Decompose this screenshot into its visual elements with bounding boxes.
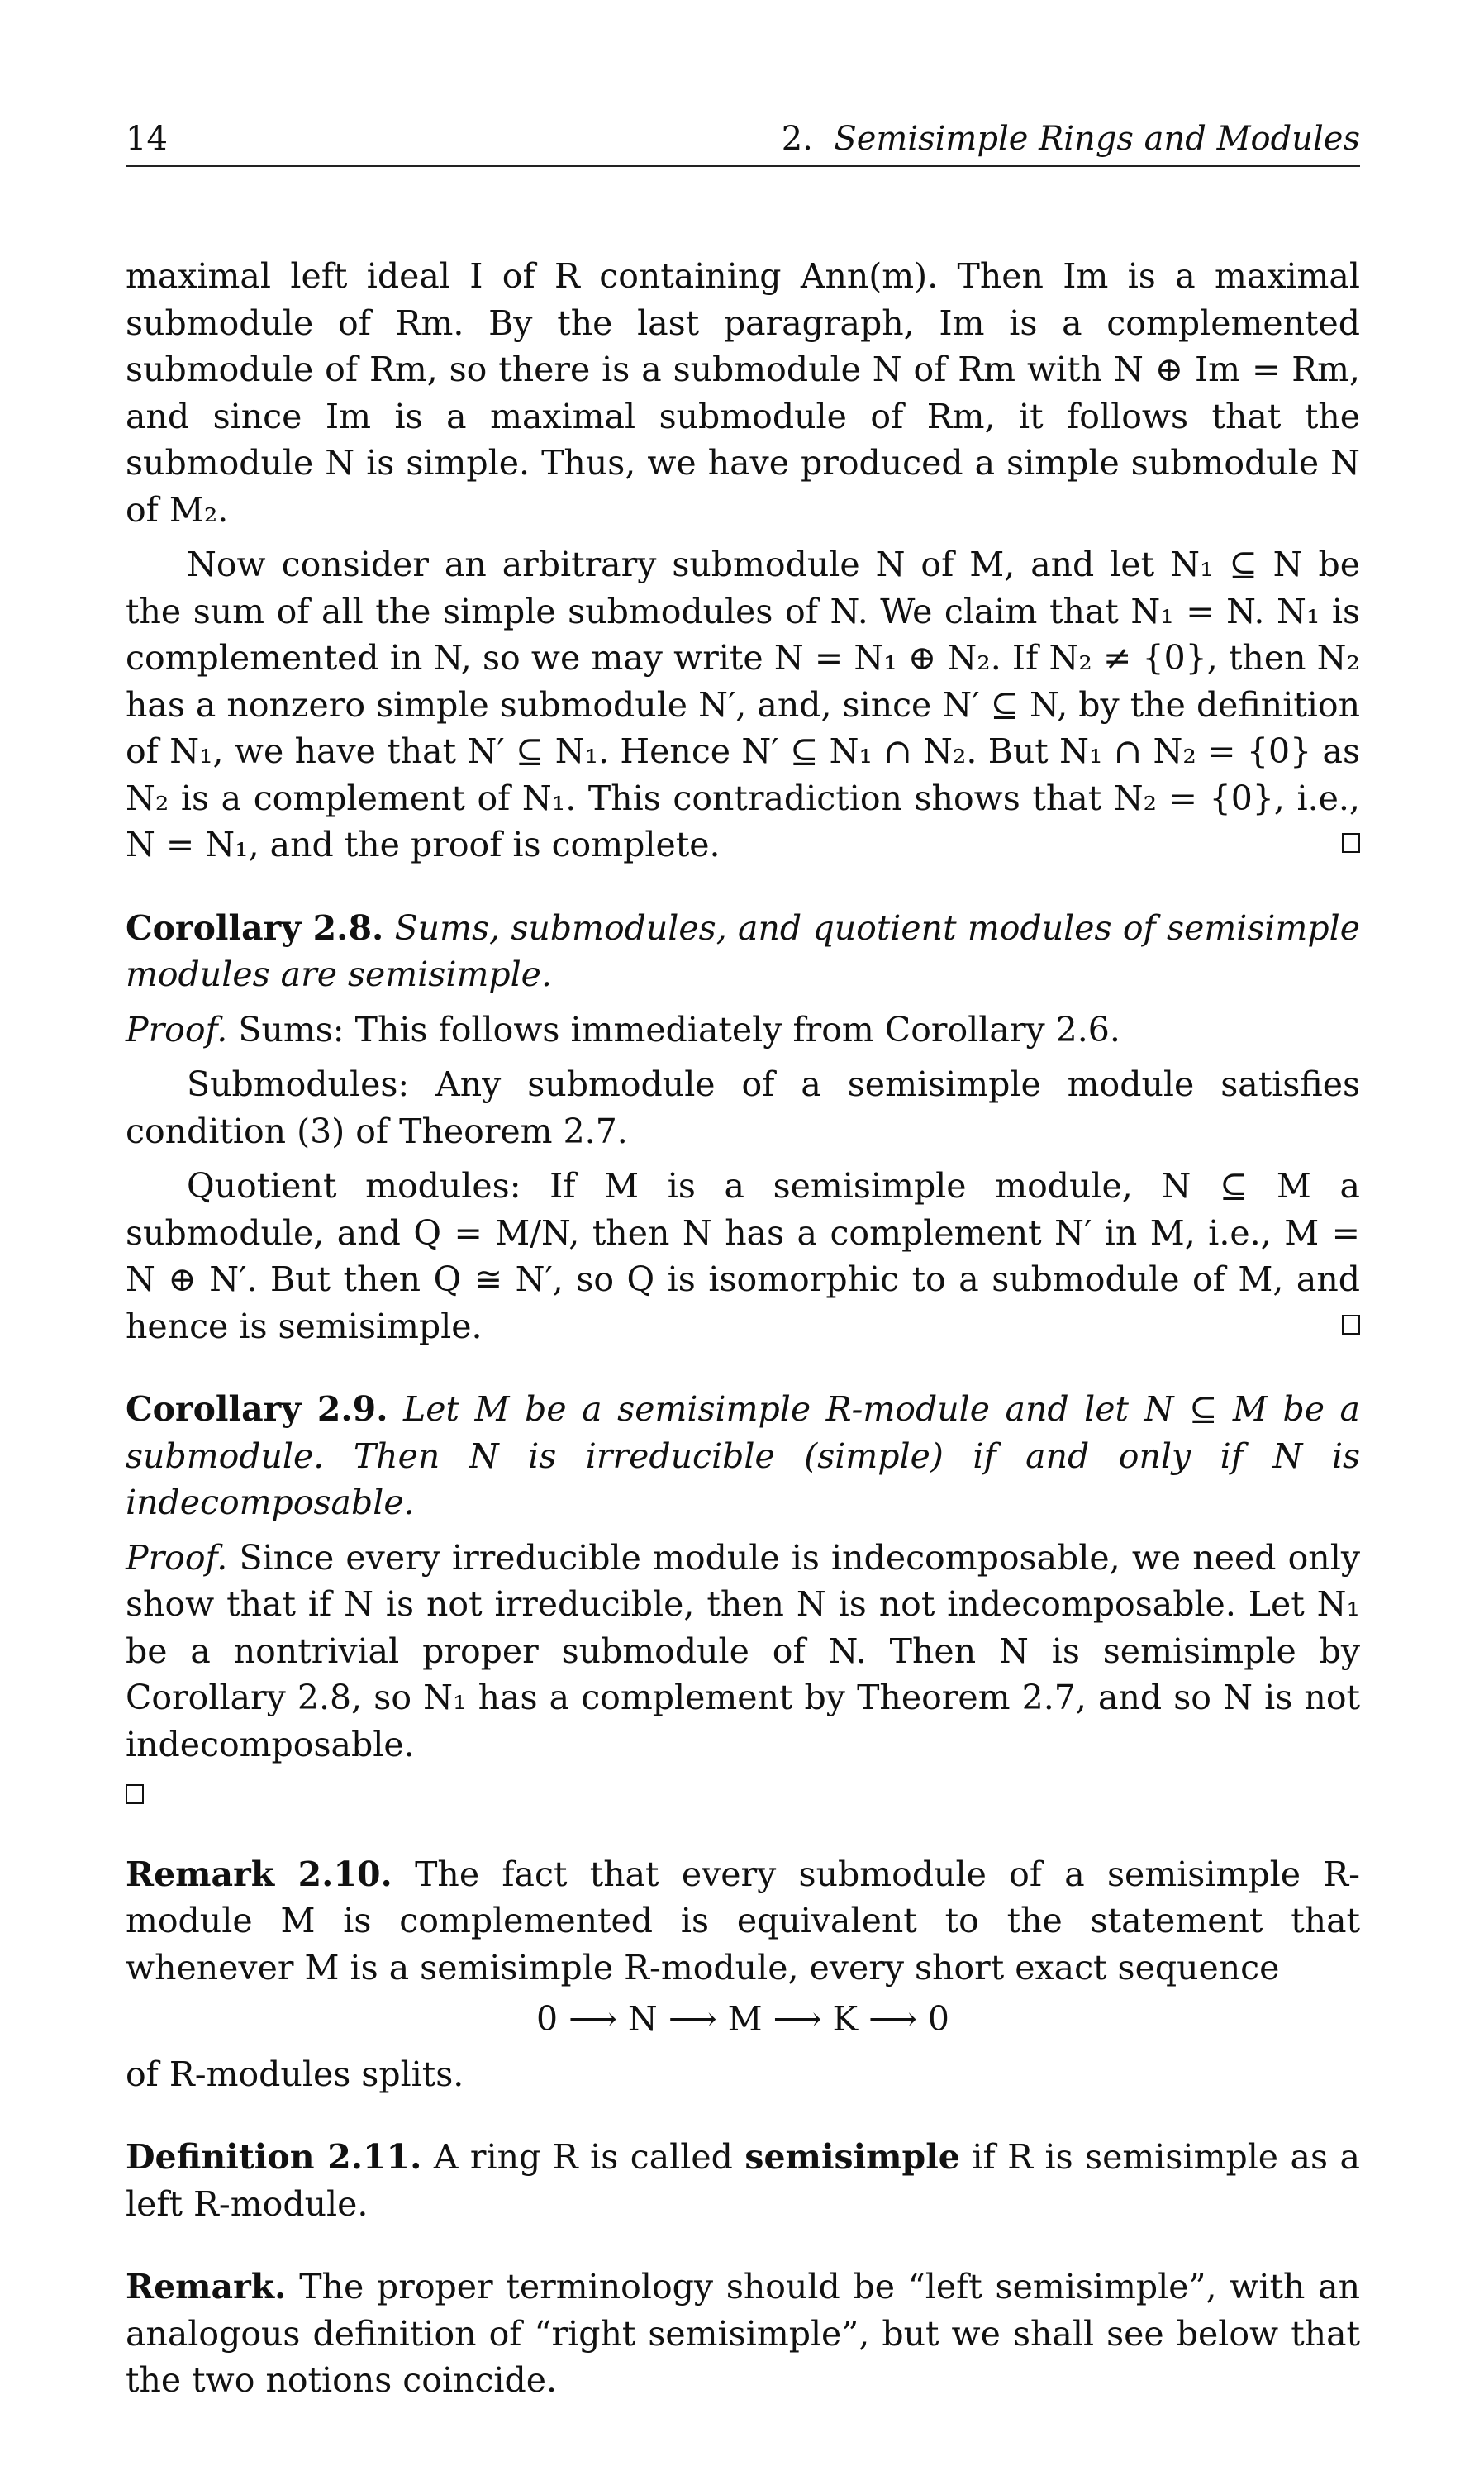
remark-text: The proper terminology should be “left semisimple”, with an analogous definition of “right semisimple”, but we shall see below that the two notions coincide. [126,2267,1360,2400]
chapter-title: Semisimple Rings and Modules [834,120,1360,158]
qed-icon [126,1784,144,1804]
proof-submodules: Submodules: Any submodule of a semisimple module satisfies condition (3) of Theorem 2.7. [126,1064,1360,1151]
corollary-statement: Sums, submodules, and quotient modules of semisimple modules are semisimple. [126,907,1360,994]
remark-terminology [126,2264,1360,2404]
definition-heading: Definition 2.11. [126,2137,422,2177]
qed-icon [1342,1315,1360,1335]
corollary-heading: Corollary 2.8. [126,907,384,948]
chapter-number: 2. [781,120,813,158]
qed-line [126,1768,1360,1815]
proof-sums [126,1007,1360,1054]
proof-2-9 [126,1535,1360,1769]
page-number: 14 [126,120,168,158]
running-header [126,116,1360,167]
corollary-statement: Let M be a semisimple R-module and let N ⊆ M be a submodule. Then N is irreducible (simple) if and only if N is indecomposable. [126,1389,1360,1522]
remark-continuation: of R-modules splits. [126,2054,464,2094]
remark-heading: Remark 2.10. [126,1854,392,1894]
proof-text: Quotient modules: If M is a semisimple module, N ⊆ M a submodule, and Q = M/N, then N has a complement N′ in M, i.e., M = N ⊕ N′. But then Q ≅ N′, so Q is isomorphic to a submodule of M, and hence is semisimple. [126,1166,1360,1346]
proof-label: Proof. [126,1537,228,1578]
definition-text-before: A ring R is called [433,2137,733,2177]
remark-2-10 [126,1851,1360,1992]
page-body [126,253,1360,2404]
paragraph-text: Now consider an arbitrary submodule N of M, and let N₁ ⊆ N be the sum of all the simple submodules of N. We claim that N₁ = N. N₁ is complemented in N, so we may write N = N₁ ⊕ N₂. If N₂ ≠ {0}, then N₂ has a nonzero simple submodule N′, and, since N′ ⊆ N, by the definition of N₁, we have that N′ ⊆ N₁. Hence N′ ⊆ N₁ ∩ N₂. But N₁ ∩ N₂ = {0} as N₂ is a complement of N₁. This contradiction shows that N₂ = {0}, i.e., N = N₁, and the proof is complete. [126,545,1360,864]
paragraph-proof-conclusion [126,541,1360,869]
corollary-heading: Corollary 2.9. [126,1389,388,1429]
proof-quotients [126,1163,1360,1350]
remark-text: The fact that every submodule of a semisimple R-module M is complemented is equivalent to the statement that whenever M is a semisimple R-module, every short exact sequence [126,1854,1360,1988]
definition-2-11 [126,2134,1360,2227]
proof-text: Sums: This follows immediately from Corollary 2.6. [238,1009,1120,1050]
proof-label: Proof. [126,1009,228,1050]
qed-icon [1342,833,1360,853]
corollary-2-8 [126,905,1360,998]
paragraph-continuation: maximal left ideal I of R containing Ann(m). Then Im is a maximal submodule of Rm. By the last paragraph, Im is a complemented submodule of Rm, so there is a submodule N of Rm with N ⊕ Im = Rm, and since Im is a maximal submodule of Rm, it follows that the submodule N is simple. Thus, we have produced a simple submodule N of M₂. [126,256,1360,530]
running-title [782,116,1360,163]
proof-text: Since every irreducible module is indecomposable, we need only show that if N is not irreducible, then N is not indecomposable. Let N₁ be a nontrivial proper submodule of N. Then N is semisimple by Corollary 2.8, so N₁ has a complement by Theorem 2.7, and so N is not indecomposable. [126,1537,1360,1764]
defined-term: semisimple [744,2137,960,2177]
remark-heading: Remark. [126,2267,287,2307]
definition-text-after: if R is semisimple as a left R-module. [126,2137,1360,2224]
exact-sequence-display: 0 ⟶ N ⟶ M ⟶ K ⟶ 0 [535,1999,950,2039]
corollary-2-9 [126,1386,1360,1526]
